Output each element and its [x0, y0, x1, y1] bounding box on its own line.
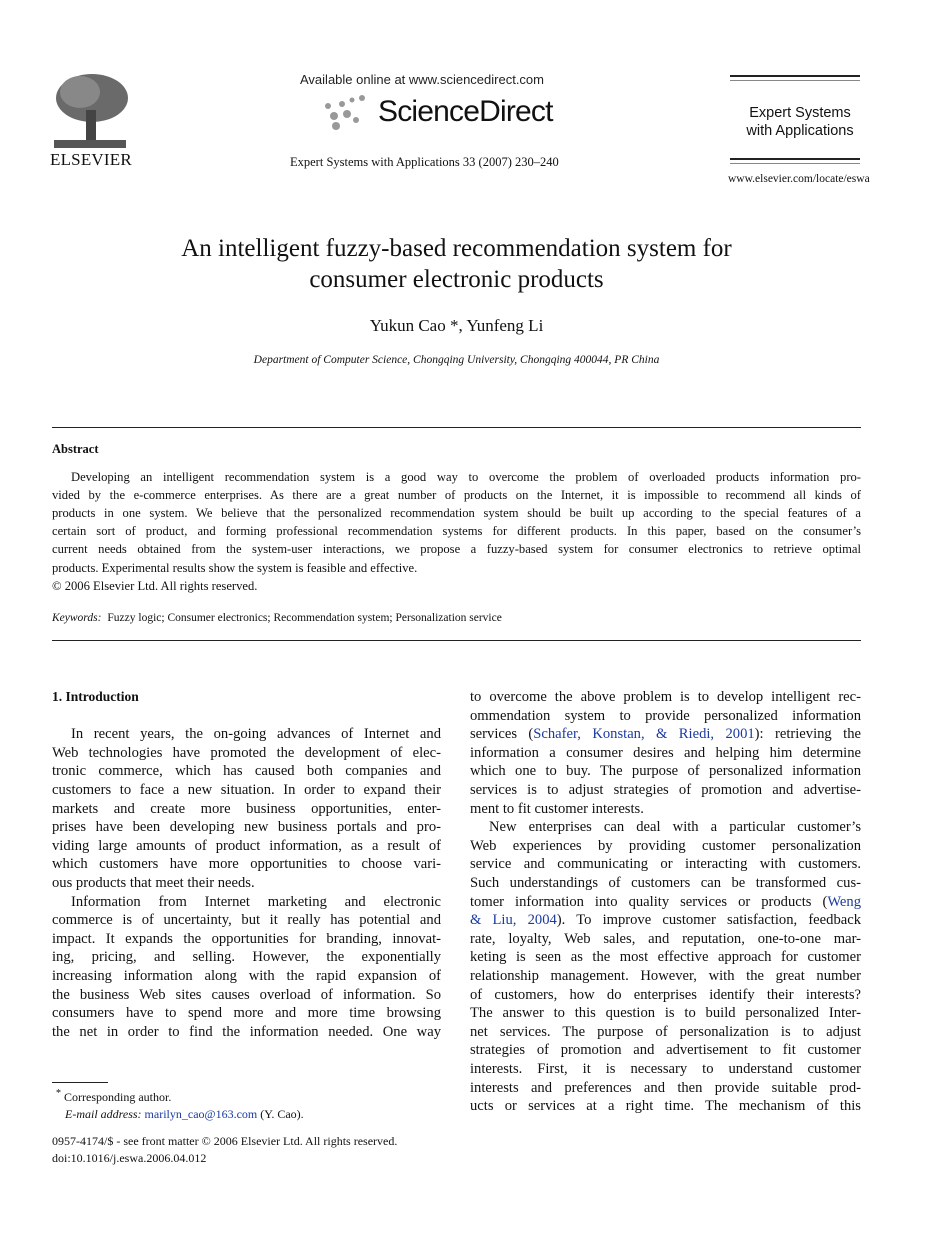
citation-link[interactable]: Weng	[827, 893, 861, 910]
available-online-text[interactable]: Available online at www.sciencedirect.com	[300, 72, 544, 87]
abstract-line: © 2006 Elsevier Ltd. All rights reserved.	[52, 578, 258, 593]
affiliation: Department of Computer Science, Chongqing University, Chongqing 400044, PR China	[253, 354, 660, 366]
text-line: services is to adjust strategies of promotion and advertise-	[470, 782, 861, 798]
text-line: ous products that meet their needs.	[52, 875, 255, 891]
keywords-label: Keywords:	[52, 612, 102, 624]
text-line: keting is seen as the most effective approach for customer	[470, 949, 861, 966]
text-line	[470, 912, 861, 929]
text-line: markets and create more business opportunities, enter-	[52, 800, 441, 817]
text-line: relationship management. However, with the great number	[470, 968, 861, 984]
header-rule	[730, 75, 860, 77]
text-line: impact. It expands the opportunities for branding, innovat-	[52, 930, 441, 947]
text-line: which one to buy. The purpose of personalized information	[470, 763, 861, 780]
text-line: net services. The purpose of personalization is to adjust	[470, 1023, 861, 1040]
email-label: E-mail address:	[65, 1107, 142, 1121]
journal-name-line: Expert Systems	[749, 105, 851, 121]
publisher-name: ELSEVIER	[50, 150, 132, 169]
text-line: prises have been developing new business portals and pro-	[52, 819, 441, 836]
citation-link[interactable]: Schafer, Konstan, & Riedi, 2001	[533, 726, 755, 743]
header-rule	[730, 80, 860, 81]
journal-url[interactable]: www.elsevier.com/locate/eswa	[728, 173, 870, 185]
text-line	[470, 894, 861, 911]
keywords	[52, 612, 502, 624]
sciencedirect-logo: ScienceDirect	[378, 95, 553, 128]
journal-name-line: with Applications	[746, 123, 854, 139]
text-line: increasing information along with the rapid expansion of	[52, 968, 441, 984]
text-line: In recent years, the on-going advances of Internet and	[71, 726, 441, 743]
authors: Yukun Cao *, Yunfeng Li	[369, 316, 544, 335]
abstract-heading: Abstract	[52, 442, 99, 456]
text-line: rate, loyalty, Web sales, and reputation, one-to-one mar-	[470, 930, 861, 947]
front-matter	[52, 1133, 397, 1167]
email-suffix: (Y. Cao).	[260, 1107, 304, 1121]
footnote-marker: *	[56, 1088, 61, 1099]
sciencedirect-dots-icon	[322, 92, 376, 132]
divider	[52, 640, 861, 641]
abstract-line: Developing an intelligent recommendation system is a good way to overcome the problem of overloaded products information pro-	[71, 470, 861, 484]
footnote	[56, 1085, 304, 1123]
text-line: Information from Internet marketing and electronic	[71, 893, 441, 910]
journal-reference: Expert Systems with Applications 33 (2007) 230–240	[290, 155, 559, 169]
text-line: The answer to this question is to build personalized Inter-	[470, 1005, 861, 1022]
text-line: the net in order to find the information needed. One way	[52, 1023, 441, 1040]
elsevier-tree-logo-icon	[50, 72, 130, 150]
text-line: interests. First, it is necessary to understand customer	[470, 1061, 861, 1077]
abstract-line: current needs obtained from the system-user interactions, we propose a fuzzy-based system for consumer electronics to retrieve optimal	[52, 542, 861, 557]
footnote-rule	[52, 1082, 108, 1083]
text-line: ing, pricing, and selling. However, the exponentially	[52, 949, 441, 966]
abstract-line: products in one system. We believe that the personalized recommendation system should be built up according to the special features of a	[52, 506, 861, 521]
text-line: interests and preferences and then provide suitable prod-	[470, 1079, 861, 1096]
section-heading: 1. Introduction	[52, 689, 139, 704]
footnote-text: Corresponding author.	[64, 1090, 172, 1104]
text-line: customers to face a new situation. In order to expand their	[52, 782, 441, 798]
text-segment: services (	[470, 726, 534, 743]
abstract-line: certain sort of product, and forming professional recommendation systems for different products. In this paper, based on the consumer’s	[52, 524, 861, 539]
text-line: of customers, how do enterprises identify their interests?	[470, 986, 861, 1003]
paper-title	[52, 233, 861, 295]
citation-link[interactable]: & Liu, 2004	[470, 912, 557, 929]
text-line: to overcome the above problem is to develop intelligent rec-	[470, 689, 861, 705]
text-line: Web technologies have promoted the development of elec-	[52, 744, 441, 761]
email-link[interactable]: marilyn_cao@163.com	[144, 1107, 258, 1121]
text-segment: ): retrieving the	[754, 726, 861, 743]
text-line: ommendation system to provide personalized information	[470, 707, 861, 724]
text-line: ment to fit customer interests.	[470, 800, 644, 817]
text-line: New enterprises can deal with a particular customer’s	[489, 819, 861, 836]
text-line: tronic commerce, which has caused both companies and	[52, 763, 441, 780]
text-line: viding large amounts of product information, as a result of	[52, 837, 441, 854]
text-line: ucts or services at a right time. The mechanism of this	[470, 1098, 861, 1115]
title-line: consumer electronic products	[309, 266, 604, 293]
header-rule	[730, 158, 860, 160]
journal-name	[700, 104, 900, 140]
header-rule	[730, 163, 860, 164]
doi[interactable]: doi:10.1016/j.eswa.2006.04.012	[52, 1151, 207, 1165]
divider	[52, 427, 861, 428]
keywords-text: Fuzzy logic; Consumer electronics; Recommendation system; Personalization service	[107, 612, 502, 624]
abstract-line: vided by the e-commerce enterprises. As there are a great number of products on the Internet, it is impossible to recommend all kinds of	[52, 488, 861, 503]
text-line: which customers have more opportunities to choose vari-	[52, 856, 441, 873]
text-line	[470, 726, 861, 743]
text-segment: ). To improve customer satisfaction, feedback	[556, 912, 861, 929]
text-line: strategies of promotion and advertisement to fit customer	[470, 1042, 861, 1059]
text-line: information a consumer desires and helping him determine	[470, 744, 861, 761]
text-line: consumers have to spend more and more time browsing	[52, 1005, 441, 1022]
title-line: An intelligent fuzzy-based recommendation system for	[181, 235, 732, 262]
abstract-line: products. Experimental results show the system is feasible and effective.	[52, 560, 418, 575]
copyright-line: 0957-4174/$ - see front matter © 2006 Elsevier Ltd. All rights reserved.	[52, 1134, 398, 1148]
text-line: commerce is of uncertainty, but it really has potential and	[52, 912, 441, 929]
text-line: service and communicating or interacting with customers.	[470, 856, 861, 873]
text-line: Such understandings of customers can be transformed cus-	[470, 875, 861, 891]
text-segment: tomer information into quality services or products (	[470, 893, 828, 910]
text-line: Web experiences by providing customer personalization	[470, 837, 861, 854]
text-line: the business Web sites causes overload of information. So	[52, 986, 441, 1003]
